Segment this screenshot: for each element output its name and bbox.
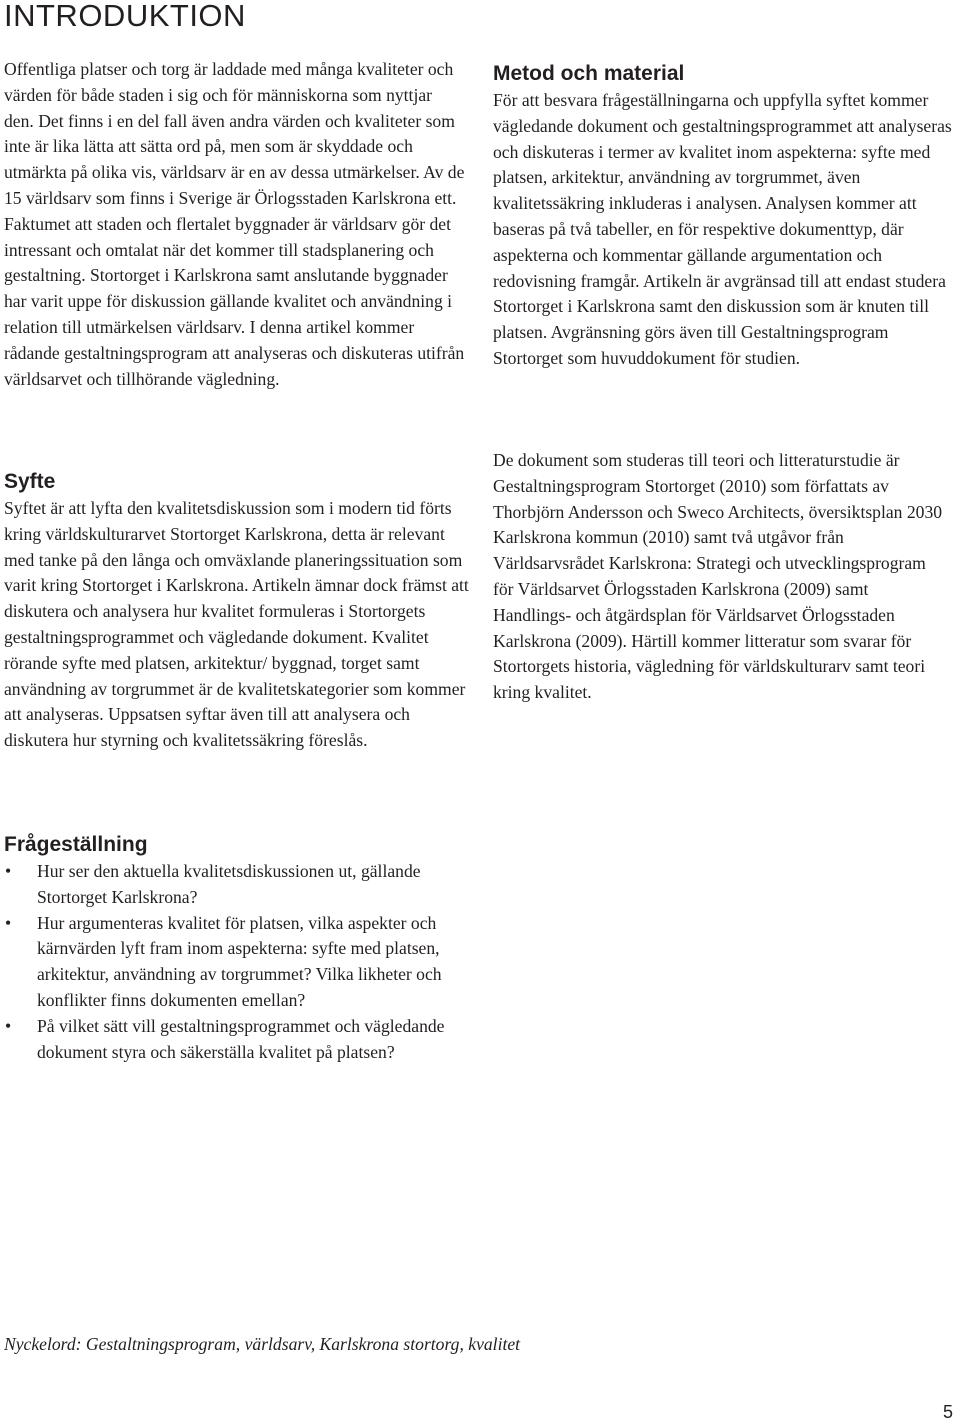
list-item-text: Hur ser den aktuella kvalitetsdiskussionen ut, gällande Stortorget Karlskrona? — [37, 861, 421, 907]
list-item — [4, 911, 476, 1014]
page-title: INTRODUKTION — [4, 0, 246, 33]
fragestallning-list — [4, 859, 476, 1065]
fragestallning-heading: Frågeställning — [4, 833, 148, 856]
metod-heading: Metod och material — [493, 62, 685, 85]
list-item — [4, 859, 476, 911]
bullet-icon: • — [5, 1015, 12, 1036]
syfte-paragraph: Syftet är att lyfta den kvalitetsdiskussion som i modern tid förts kring världskulturarvet Stortorget Karlskrona, detta är relevant med tanke på den långa och omväxlande planeringssituation som varit kring Stortorget i Karlskrona. Artikeln ämnar dock främst att diskutera och analysera hur kvalitet formuleras i Stortorgets gestaltningsprogrammet och vägledande dokument. Kvalitet rörande syfte med platsen, arkitektur/ byggnad, torget samt användning av torgrummet är de kvalitetskategorier som kommer att analyseras. Uppsatsen syftar även till att analysera och diskutera hur styrning och kvalitetssäkring föreslås. — [4, 498, 469, 751]
metod-paragraph-2: De dokument som studeras till teori och litteraturstudie är Gestaltningsprogram Stortorget (2010) som författats av Thorbjörn Andersson och Sweco Architects, översiktsplan 2030 Karlskrona kommun (2010) samt två utgåvor från Världsarvsrådet Karlskrona: Strategi och utvecklingsprogram för Världsarvet Örlogsstaden Karlskrona (2009) samt Handlings- och åtgärdsplan för Världsarvet Örlogsstaden Karlskrona (2009). Härtill kommer litteratur som svarar för Stortorgets historia, vägledning för världskulturarv samt teori kring kvalitet. — [493, 450, 943, 703]
list-item — [4, 1014, 476, 1066]
bullet-icon: • — [5, 912, 12, 933]
list-item-text: Hur argumenteras kvalitet för platsen, vilka aspekter och kärnvärden lyft fram inom aspekterna: syfte med platsen, arkitektur, användning av torgrummet? Vilka likheter och konflikter finns dokumenten emellan? — [37, 912, 442, 1010]
bullet-icon: • — [5, 861, 12, 881]
syfte-heading: Syfte — [4, 470, 56, 493]
intro-paragraph: Offentliga platser och torg är laddade med många kvaliteter och värden för både staden i sig och för människorna som nyttjar den. Det finns i en del fall även andra värden och kvaliteter som inte är lika lätta att sätta ord på, men som är skyddade och utmärkta på olika vis, världsarv är en av dessa utmärkelser. Av de 15 världsarv som finns i Sverige är Örlogsstaden Karlskrona ett. Faktumet att staden och flertalet byggnader är världsarv gör det intressant och omtalat när det kommer till stadsplanering och gestaltning. Stortorget i Karlskrona samt anslutande byggnader har varit uppe för diskussion gällande kvalitet och användning i relation till utmärkelsen världsarv. I denna artikel kommer rådande gestaltningsprogram att analyseras och diskuteras utifrån världsarvet och tillhörande vägledning. — [4, 59, 465, 389]
page-number: 5 — [942, 1402, 953, 1422]
metod-paragraph-1: För att besvara frågeställningarna och uppfylla syftet kommer vägledande dokument och gestaltningsprogrammet att analyseras och diskuteras i termer av kvalitet inom aspekterna: syfte med platsen, arkitektur, användning av torgrummet, även kvalitetssäkring inkluderas i analysen. Analysen kommer att baseras på två tabeller, en för respektive dokumenttyp, där aspekterna och kommentar gällande argumentation och redovisning framgår. Artikeln är avgränsad till att endast studera Stortorget i Karlskrona samt den diskussion som är knuten till platsen. Avgränsning görs även till Gestaltningsprogram Stortorget som huvuddokument för studien. — [493, 90, 952, 368]
keywords-line: Nyckelord: Gestaltningsprogram, världsarv, Karlskrona stortorg, kvalitet — [4, 1334, 521, 1354]
list-item-text: På vilket sätt vill gestaltningsprogrammet och vägledande dokument styra och säkerställa kvalitet på platsen? — [37, 1015, 445, 1062]
